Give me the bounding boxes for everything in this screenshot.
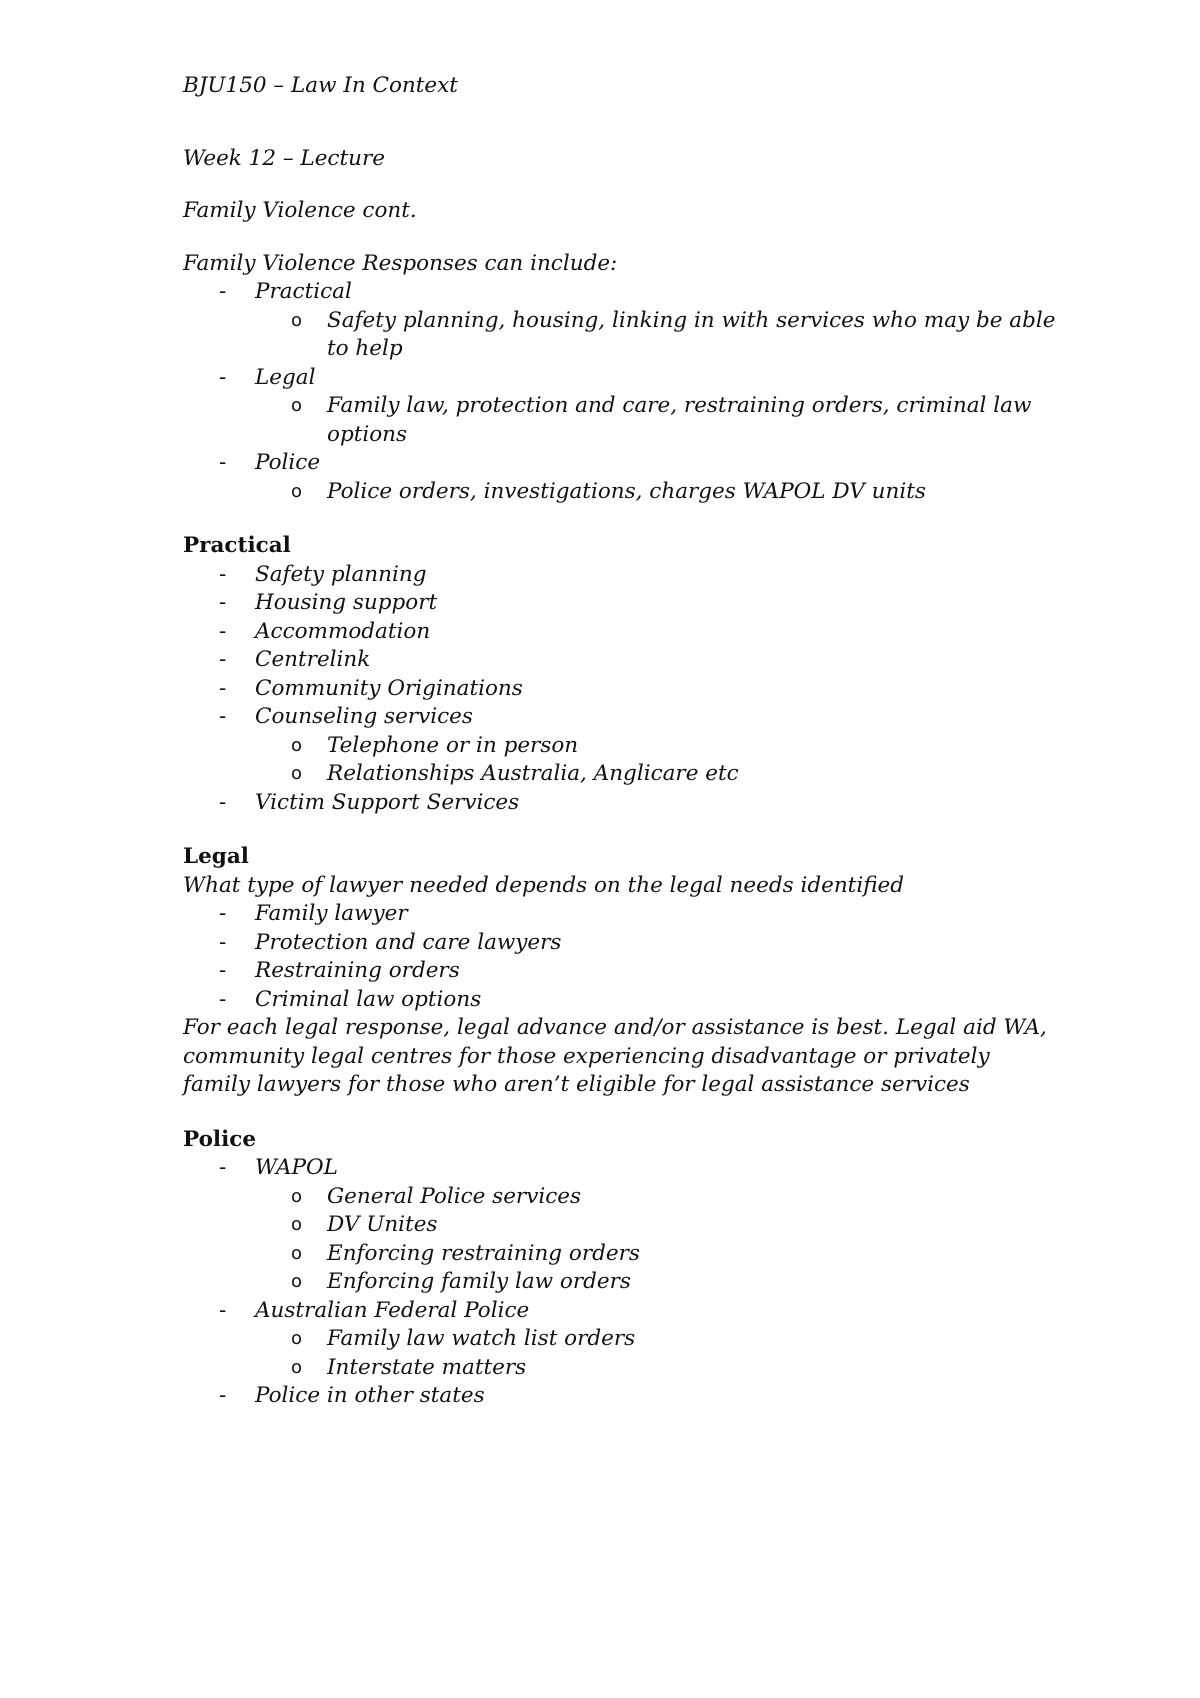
police-subitem-label: Family law watch list orders [327, 1326, 636, 1351]
circle-bullet: o [291, 309, 303, 331]
practical-item-label: Community Originations [255, 675, 523, 701]
practical-heading: Practical [183, 533, 291, 558]
police-item [183, 1382, 1063, 1411]
dash-bullet: - [219, 590, 227, 615]
practical-subitem [183, 760, 1063, 789]
legal-item [183, 986, 1063, 1015]
police-subitem-label: DV Unites [327, 1212, 438, 1237]
circle-bullet: o [291, 1271, 303, 1292]
police-subitem [183, 1354, 1063, 1383]
practical-item-label: Centrelink [255, 647, 371, 672]
dash-bullet: - [219, 704, 227, 729]
course-title: BJU150 – Law In Context [183, 73, 458, 98]
dash-bullet: - [219, 1383, 227, 1408]
practical-list [183, 561, 1063, 818]
police-item-label: Police in other states [255, 1383, 485, 1408]
response-sublist [255, 478, 1063, 507]
practical-item-label: Accommodation [255, 618, 431, 644]
response-subitem [183, 392, 1063, 449]
legal-item-label: Protection and care lawyers [255, 929, 562, 955]
practical-item-label: Safety planning [255, 561, 427, 587]
response-sublist [255, 307, 1063, 364]
police-subitem-label: General Police services [327, 1183, 582, 1209]
practical-item [183, 561, 1063, 590]
practical-item [183, 589, 1063, 618]
police-subitem [183, 1183, 1063, 1212]
response-item-label: Police [255, 450, 321, 475]
circle-bullet: o [291, 1214, 303, 1235]
response-sublist [255, 392, 1063, 449]
practical-sublist [255, 732, 1063, 789]
dash-bullet: - [219, 561, 227, 587]
practical-item [183, 675, 1063, 704]
circle-bullet: o [291, 1242, 303, 1264]
practical-item-label: Counseling services [255, 704, 473, 729]
response-item [183, 364, 1063, 450]
response-item [183, 278, 1063, 364]
practical-subitem-label: Relationships Australia, Anglicare etc [327, 761, 739, 786]
circle-bullet: o [291, 1356, 303, 1378]
practical-item-label: Victim Support Services [255, 789, 520, 815]
legal-heading: Legal [183, 844, 249, 869]
legal-intro: What type of lawyer needed depends on the legal needs identified [183, 872, 905, 898]
response-subitem-label: Family law, protection and care, restraining orders, criminal law options [327, 393, 1032, 447]
dash-bullet: - [219, 1297, 227, 1323]
response-subitem [183, 478, 1063, 507]
response-item [183, 449, 1063, 506]
dash-bullet: - [219, 618, 227, 644]
circle-bullet: o [291, 1328, 303, 1349]
police-subitem [183, 1325, 1063, 1354]
police-item [183, 1297, 1063, 1383]
police-list [183, 1154, 1063, 1411]
response-subitem-label: Police orders, investigations, charges WAPOL DV units [327, 478, 926, 504]
document-page [183, 72, 1063, 1411]
police-heading: Police [183, 1126, 257, 1152]
practical-item [183, 789, 1063, 818]
dash-bullet: - [219, 450, 227, 475]
legal-item [183, 929, 1063, 958]
dash-bullet: - [219, 647, 227, 672]
practical-item [183, 618, 1063, 647]
police-subitem [183, 1211, 1063, 1240]
dash-bullet: - [219, 958, 227, 983]
dash-bullet: - [219, 789, 227, 815]
practical-subitem-label: Telephone or in person [327, 732, 579, 758]
dash-bullet: - [219, 1155, 227, 1180]
dash-bullet: - [219, 929, 227, 955]
topic-title: Family Violence cont. [183, 198, 417, 223]
response-subitem-label: Safety planning, housing, linking in with services who may be able to help [327, 307, 1056, 361]
response-item-label: Legal [255, 364, 316, 390]
dash-bullet: - [219, 675, 227, 701]
circle-bullet: o [291, 480, 303, 502]
circle-bullet: o [291, 395, 303, 416]
police-item-label: Australian Federal Police [255, 1297, 530, 1323]
legal-item [183, 957, 1063, 986]
response-item-label: Practical [255, 279, 352, 304]
practical-item-label: Housing support [255, 590, 438, 615]
circle-bullet: o [291, 1185, 303, 1207]
police-item [183, 1154, 1063, 1297]
police-sublist [255, 1183, 1063, 1297]
police-subitem-label: Enforcing restraining orders [327, 1240, 640, 1266]
police-subitem-label: Enforcing family law orders [327, 1269, 631, 1294]
dash-bullet: - [219, 986, 227, 1012]
dash-bullet: - [219, 279, 227, 304]
practical-item [183, 646, 1063, 675]
police-item-label: WAPOL [255, 1155, 338, 1180]
responses-intro: Family Violence Responses can include: [183, 250, 618, 276]
police-subitem-label: Interstate matters [327, 1354, 527, 1380]
legal-list [183, 900, 1063, 1014]
dash-bullet: - [219, 901, 227, 926]
police-sublist [255, 1325, 1063, 1382]
legal-item-label: Family lawyer [255, 901, 408, 926]
responses-list [183, 278, 1063, 506]
practical-item [183, 703, 1063, 789]
police-subitem [183, 1268, 1063, 1297]
response-subitem [183, 307, 1063, 364]
circle-bullet: o [291, 734, 303, 756]
legal-item [183, 900, 1063, 929]
circle-bullet: o [291, 763, 303, 784]
dash-bullet: - [219, 364, 227, 390]
legal-item-label: Restraining orders [255, 958, 460, 983]
legal-outro: For each legal response, legal advance and/or assistance is best. Legal aid WA, community legal centres for those experiencing disadvantage or privately family lawyers for those who aren’t eligible for legal assistance services [183, 1015, 1047, 1097]
week-title: Week 12 – Lecture [183, 145, 385, 171]
legal-item-label: Criminal law options [255, 986, 482, 1012]
police-subitem [183, 1240, 1063, 1269]
practical-subitem [183, 732, 1063, 761]
